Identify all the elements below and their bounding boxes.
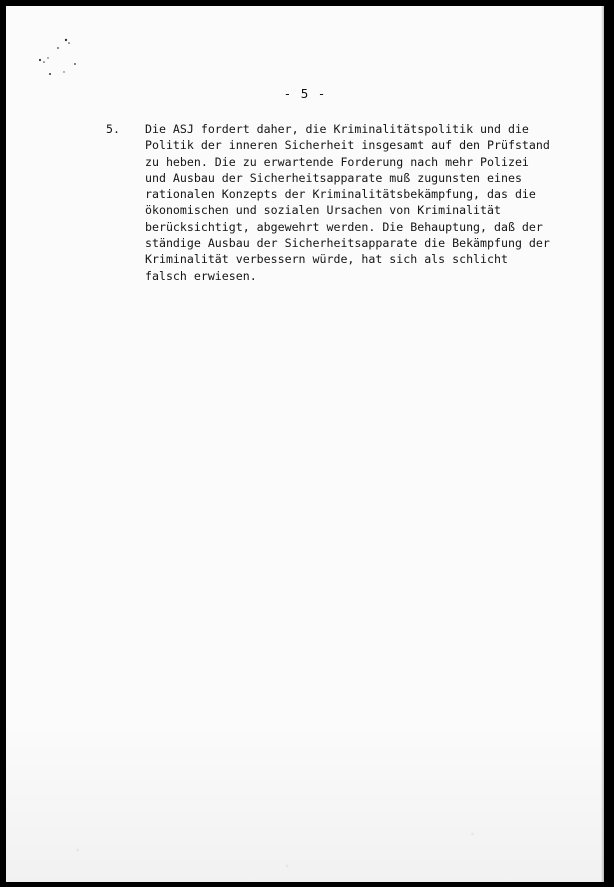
point-text: Die ASJ fordert daher, die Kriminalitätspolitik und die Politik der inneren Sicherheit insgesamt auf den Prüfstand zu heben. Die zu erwartende Forderung nach mehr Polizei und Ausbau der Sicherheitsapparate muß zugunsten eines rationalen Konzepts der Kriminalitätsbekämpfung, das die ökonomischen und sozialen Ursachen von Kriminalität berücksichtigt, abgewehrt werden. Die Behauptung, daß der ständige Ausbau der Sicherheitsapparate die Bekämpfung der Kriminalität verbessern würde, hat sich als schlicht falsch erwiesen. (145, 122, 550, 283)
page-number: - 5 - (283, 86, 327, 101)
page-edge-shadow (601, 6, 604, 882)
document-page (6, 6, 604, 882)
point-number: 5. (106, 122, 120, 136)
scan-specks (28, 34, 98, 94)
